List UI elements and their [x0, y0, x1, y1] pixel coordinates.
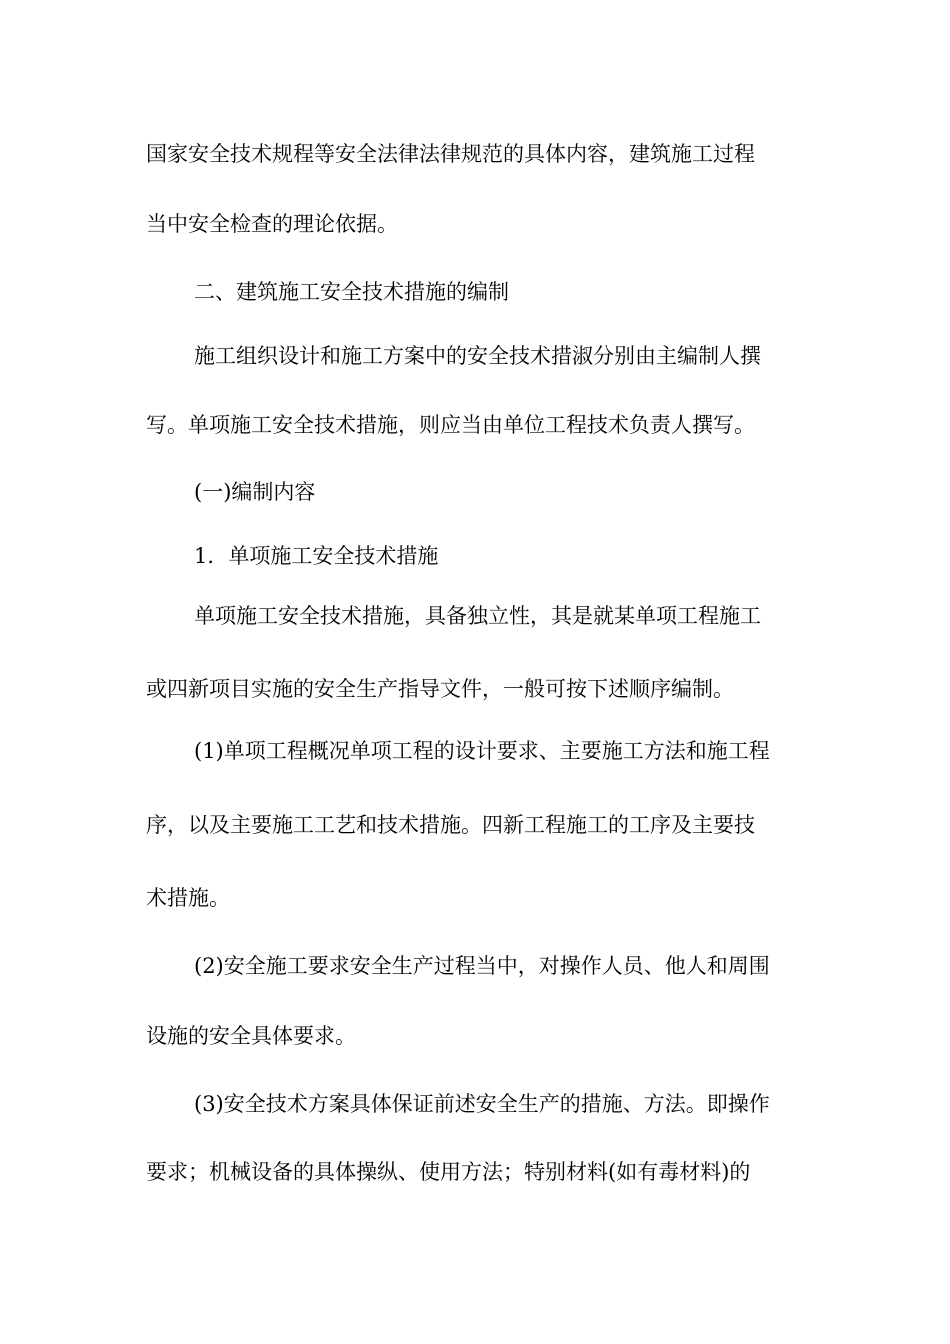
section-heading: 二、建筑施工安全技术措施的编制: [194, 280, 509, 304]
paragraph-line: (3)安全技术方案具体保证前述安全生产的措施、方法。即操作: [194, 1092, 770, 1116]
subsection-heading: (一)编制内容: [194, 480, 316, 504]
subsection-heading: 1．单项施工安全技术措施: [194, 544, 439, 568]
paragraph-line: 单项施工安全技术措施，具备独立性，其是就某单项工程施工: [194, 604, 761, 628]
paragraph-line: (1)单项工程概况单项工程的设计要求、主要施工方法和施工程: [194, 739, 770, 763]
paragraph-line: 当中安全检查的理论依据。: [146, 212, 398, 236]
paragraph-line: 要求；机械设备的具体操纵、使用方法；特别材料(如有毒材料)的: [146, 1160, 751, 1184]
paragraph-line: 术措施。: [146, 886, 230, 910]
paragraph-line: 写。单项施工安全技术措施，则应当由单位工程技术负责人撰写。: [146, 413, 755, 437]
paragraph-line: 序，以及主要施工工艺和技术措施。四新工程施工的工序及主要技: [146, 813, 755, 837]
paragraph-line: (2)安全施工要求安全生产过程当中，对操作人员、他人和周围: [194, 954, 770, 978]
paragraph-line: 国家安全技术规程等安全法律法律规范的具体内容，建筑施工过程: [146, 142, 755, 166]
paragraph-line: 施工组织设计和施工方案中的安全技术措淑分别由主编制人撰: [194, 344, 761, 368]
paragraph-line: 或四新项目实施的安全生产指导文件，一般可按下述顺序编制。: [146, 677, 734, 701]
paragraph-line: 设施的安全具体要求。: [146, 1024, 356, 1048]
